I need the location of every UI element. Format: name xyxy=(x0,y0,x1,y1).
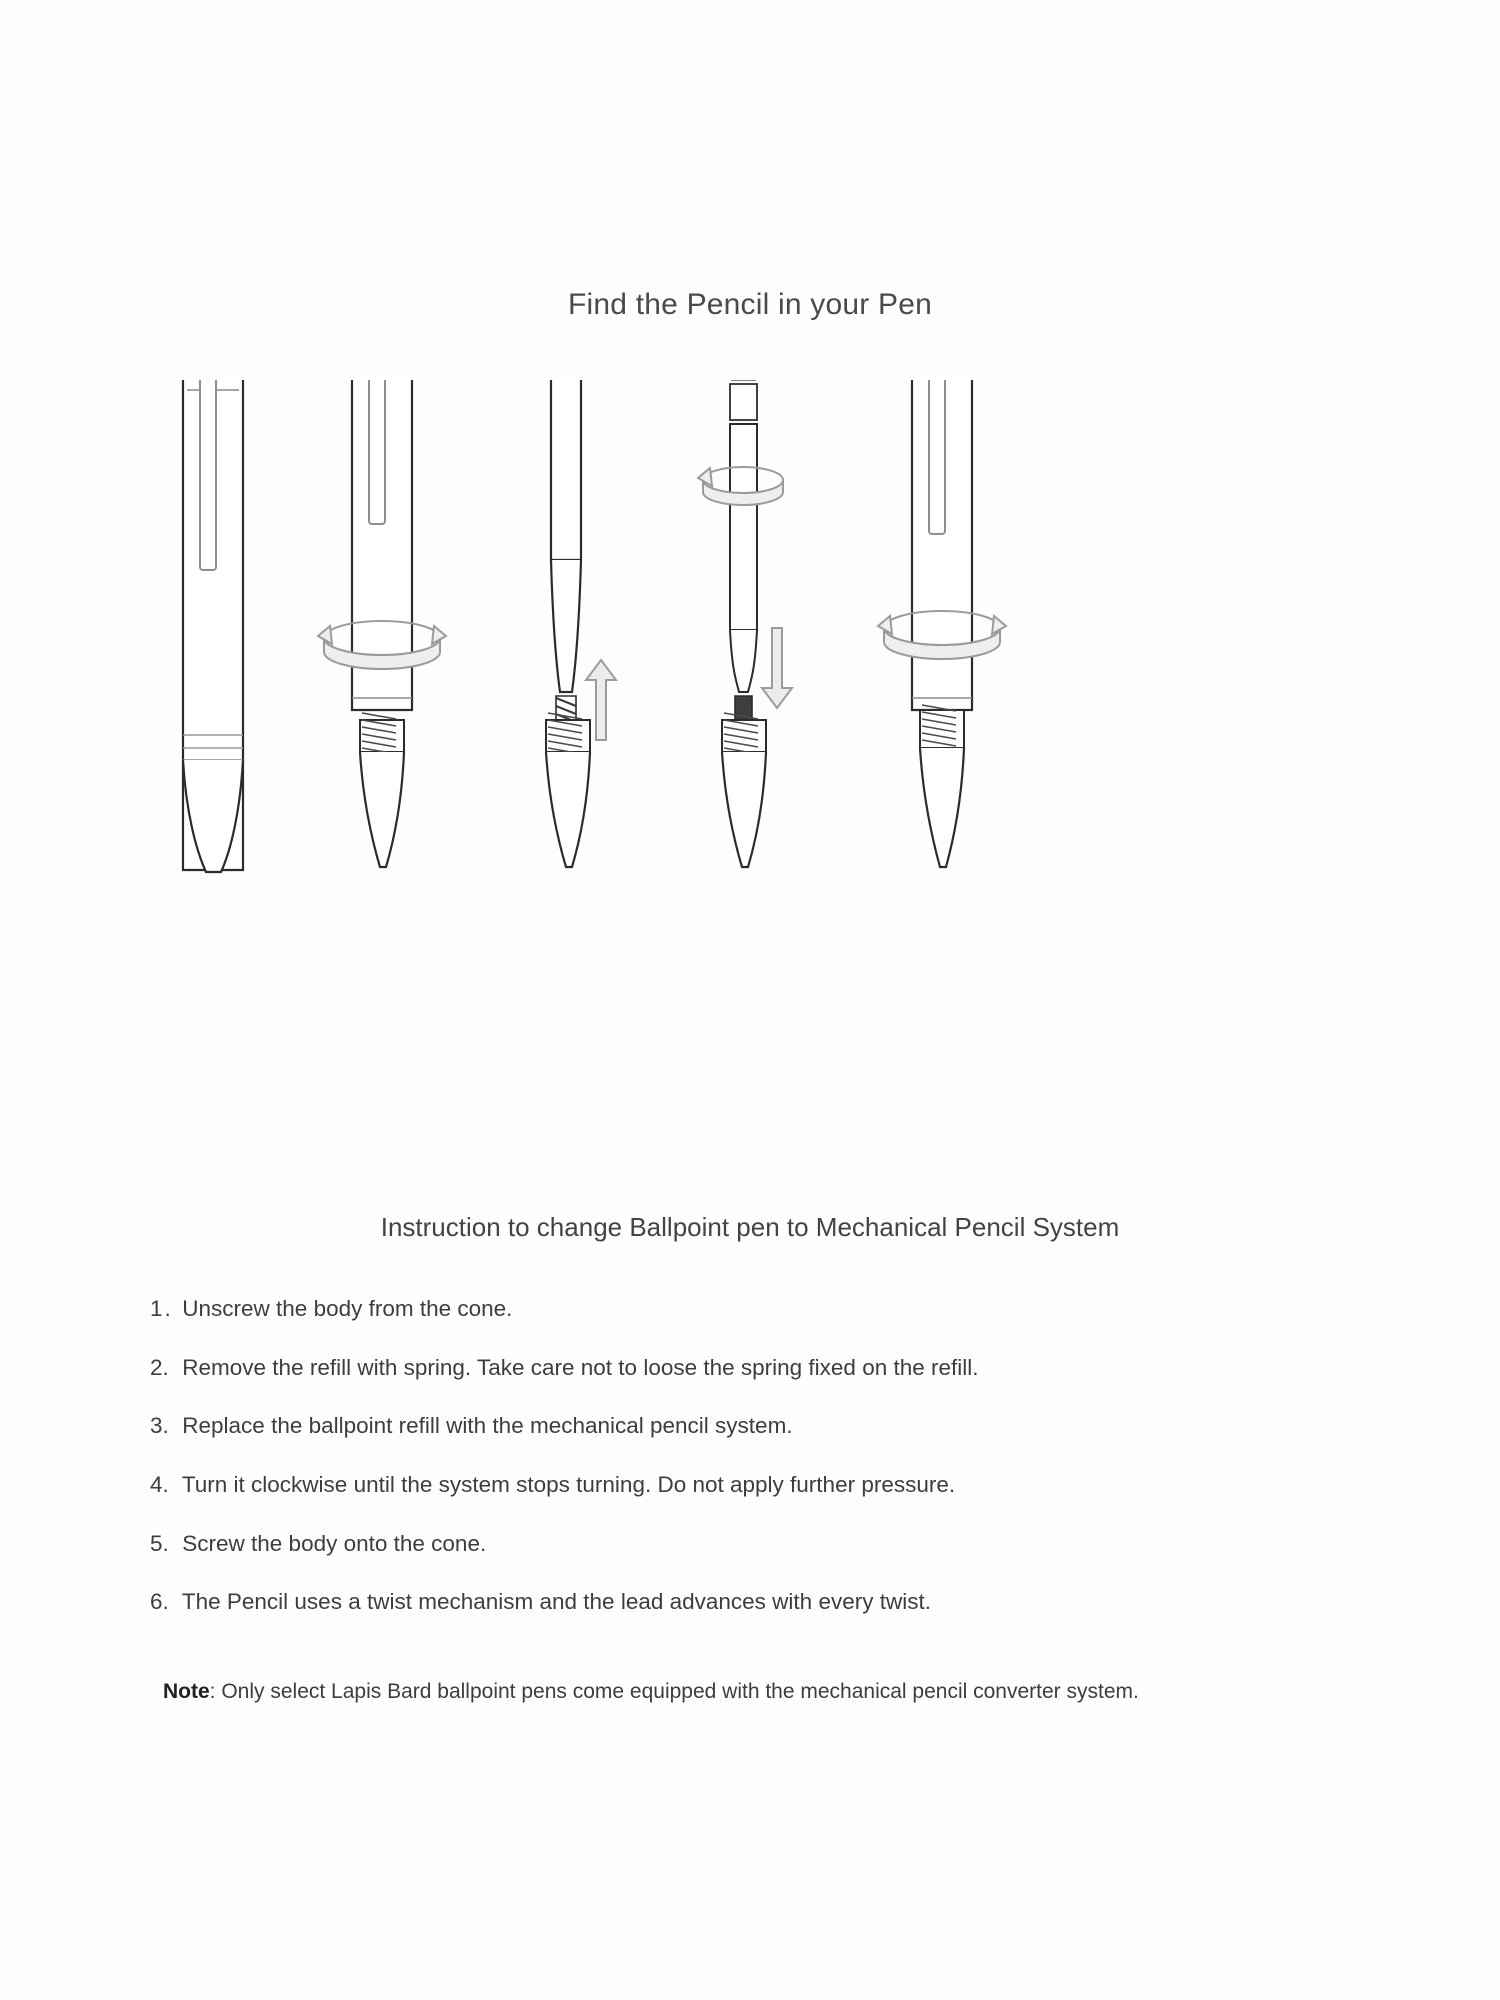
step-number: 2. xyxy=(150,1354,169,1380)
pen-disassembly-diagram xyxy=(0,380,1500,1180)
step-text: Remove the refill with spring. Take care not to loose the spring fixed on the refill. xyxy=(182,1354,979,1380)
step-number: 3. xyxy=(150,1413,169,1439)
step-text: Unscrew the body from the cone. xyxy=(182,1296,513,1321)
step-number: 6. xyxy=(150,1589,169,1615)
list-item xyxy=(150,1354,1380,1382)
cone-figure-2 xyxy=(360,713,404,867)
step-number: 5. xyxy=(150,1530,169,1556)
cone-figure-3 xyxy=(546,713,590,867)
step-text: The Pencil uses a twist mechanism and the lead advances with every twist. xyxy=(181,1589,931,1615)
down-arrow-figure-4 xyxy=(762,628,792,708)
step-text: Turn it clockwise until the system stops turning. Do not apply further pressure. xyxy=(181,1471,956,1497)
step-number: 1. xyxy=(150,1296,173,1321)
figure-2-unscrew-body xyxy=(318,380,446,867)
footnote-label: Note xyxy=(163,1680,210,1703)
instruction-list xyxy=(150,1295,1380,1647)
section-subtitle: Instruction to change Ballpoint pen to Mechanical Pencil System xyxy=(380,1212,1120,1242)
footnote-text: Only select Lapis Bard ballpoint pens come equipped with the mechanical pencil converter system. xyxy=(221,1680,1139,1703)
figure-3-remove-refill xyxy=(546,380,616,867)
list-item xyxy=(150,1295,1380,1323)
list-item xyxy=(150,1588,1380,1616)
footnote xyxy=(163,1680,1139,1704)
step-text: Replace the ballpoint refill with the mechanical pencil system. xyxy=(182,1413,793,1439)
step-number: 4. xyxy=(150,1471,169,1497)
figure-1-assembled-pen xyxy=(183,380,243,872)
list-item xyxy=(150,1530,1380,1558)
figure-4-insert-pencil-system xyxy=(698,380,792,867)
cone-figure-5 xyxy=(920,705,964,867)
figure-5-screw-body xyxy=(878,380,1006,867)
list-item xyxy=(150,1471,1380,1499)
cone-figure-4 xyxy=(722,713,766,867)
footnote-separator: : xyxy=(209,1680,222,1703)
page-title: Find the Pencil in your Pen xyxy=(568,288,932,321)
step-text: Screw the body onto the cone. xyxy=(182,1530,487,1556)
list-item xyxy=(150,1412,1380,1440)
